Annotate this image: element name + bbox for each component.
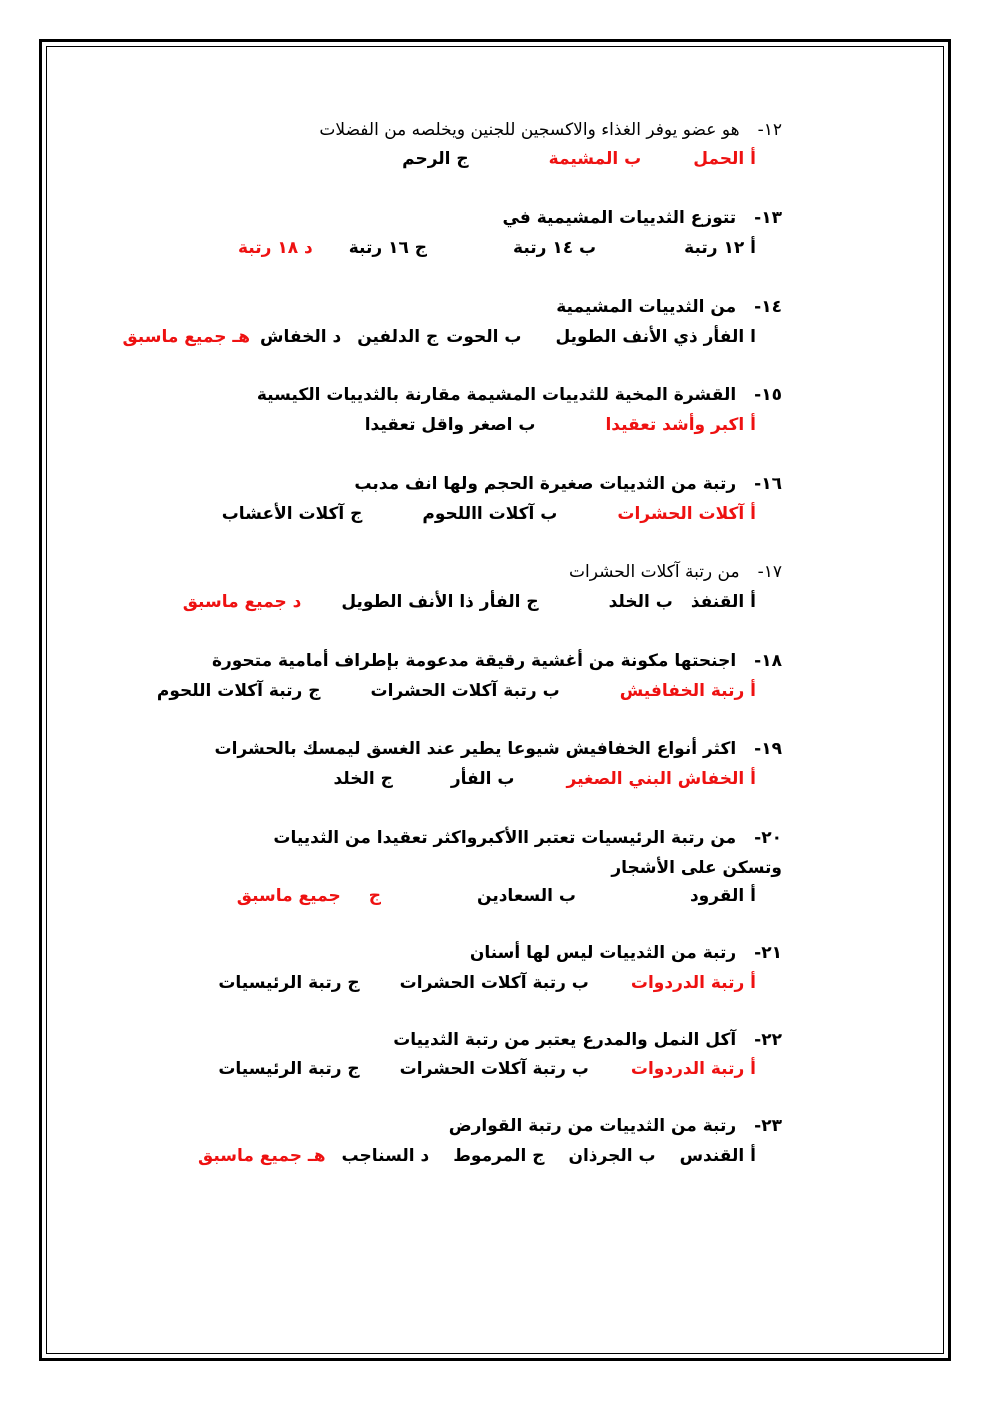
options-13 bbox=[238, 238, 756, 258]
question-22 bbox=[393, 1030, 782, 1050]
option-b: ب ١٤ رتبة bbox=[513, 238, 597, 258]
question-number: ٢٠- bbox=[754, 828, 782, 848]
option-a: أ ١٢ رتبة bbox=[684, 238, 756, 258]
option-c: ج رتبة الرئيسيات bbox=[218, 973, 360, 993]
options-23 bbox=[198, 1146, 756, 1166]
option-b: ب رتبة آكلات الحشرات bbox=[399, 973, 589, 993]
option-a: أ رتبة الدردوات bbox=[630, 1059, 756, 1079]
options-19 bbox=[333, 769, 756, 789]
option-c: ج ١٦ رتبة bbox=[348, 238, 428, 258]
question-23 bbox=[449, 1116, 782, 1136]
question-text: اكثر أنواع الخفافيش شيوعا يطير عند الغسق ليمسك بالحشرات bbox=[214, 739, 737, 759]
option-a: أ اكبر وأشد تعقيدا bbox=[605, 415, 756, 435]
option-c: ج الرحم bbox=[402, 149, 469, 169]
question-number: ١٨- bbox=[754, 651, 782, 671]
option-d: د ١٨ رتبة bbox=[237, 238, 313, 258]
option-b: ب السعادين bbox=[477, 886, 576, 906]
question-number: ٢٢- bbox=[754, 1030, 782, 1050]
question-15 bbox=[257, 385, 782, 405]
options-16 bbox=[222, 504, 756, 524]
question-14 bbox=[556, 297, 782, 317]
question-16 bbox=[354, 474, 782, 494]
question-number: ١٥- bbox=[754, 385, 782, 405]
option-d: د السناجب bbox=[341, 1146, 430, 1166]
question-text: رتبة من الثدييات من رتبة القوارض bbox=[448, 1116, 737, 1136]
option-d: د جميع ماسبق bbox=[182, 592, 302, 612]
question-number: ١٧- bbox=[757, 562, 782, 582]
option-c: ج الفأر ذا الأنف الطويل bbox=[341, 592, 539, 612]
question-21 bbox=[470, 943, 782, 963]
question-text: آكل النمل والمدرع يعتبر من رتبة الثدييات bbox=[393, 1030, 737, 1050]
option-b: ب رتبة آكلات الحشرات bbox=[370, 681, 560, 701]
question-number: ١٣- bbox=[754, 208, 782, 228]
question-text: اجنحتها مكونة من أغشية رقيقة مدعومة بإطراف أمامية متحورة bbox=[211, 651, 737, 671]
question-number: ١٩- bbox=[754, 739, 782, 759]
option-a: أ القندس bbox=[679, 1146, 756, 1166]
option-a: أ الخفاش البني الصغير bbox=[566, 769, 756, 789]
question-number: ١٦- bbox=[754, 474, 782, 494]
question-12 bbox=[319, 120, 782, 140]
question-number: ١٤- bbox=[754, 297, 782, 317]
options-15 bbox=[365, 415, 756, 435]
option-a: أ رتبة الخفافيش bbox=[619, 681, 756, 701]
option-b: ب الفأر bbox=[450, 769, 515, 789]
option-b: ب الجرذان bbox=[568, 1146, 656, 1166]
option-d: د الخفاش bbox=[260, 327, 342, 347]
option-a: أ رتبة الدردوات bbox=[630, 973, 756, 993]
question-17 bbox=[569, 562, 782, 582]
option-a: أ الحمل bbox=[693, 149, 756, 169]
option-c: ج المرموط bbox=[453, 1146, 545, 1166]
question-text: من الثدييات المشيمية bbox=[556, 297, 737, 317]
option-b: ب الخلد bbox=[608, 592, 673, 612]
question-18 bbox=[212, 651, 782, 671]
option-c-text: جميع ماسبق bbox=[236, 886, 341, 906]
question-20 bbox=[222, 823, 782, 883]
options-22 bbox=[218, 1059, 756, 1079]
question-text: من رتبة الرئيسيات تعتبر االأكبرواكثر تعقيدا من الثدييات وتسكن على الأشجار bbox=[273, 828, 782, 878]
option-b: ب آكلات االلحوم bbox=[422, 504, 558, 524]
option-c: ج رتبة الرئيسيات bbox=[218, 1059, 360, 1079]
option-c: ج رتبة آكلات اللحوم bbox=[156, 681, 321, 701]
question-text: القشرة المخية للثدييات المشيمة مقارنة بالثدييات الكيسية bbox=[256, 385, 737, 405]
question-text: رتبة من الثدييات ليس لها أسنان bbox=[469, 943, 737, 963]
options-18 bbox=[157, 681, 756, 701]
option-b: ب رتبة آكلات الحشرات bbox=[399, 1059, 589, 1079]
question-13 bbox=[502, 208, 782, 228]
options-20 bbox=[237, 886, 756, 906]
options-21 bbox=[218, 973, 756, 993]
option-e: هـ جميع ماسبق bbox=[198, 1146, 326, 1166]
option-a: أ آكلات الحشرات bbox=[617, 504, 756, 524]
option-a: أ القرود bbox=[689, 886, 756, 906]
option-c: ج الدلفين bbox=[357, 327, 439, 347]
question-text: رتبة من الثدييات صغيرة الحجم ولها انف مدبب bbox=[354, 474, 737, 494]
option-b: ب المشيمة bbox=[548, 149, 642, 169]
options-12 bbox=[402, 149, 756, 169]
option-a: ا الفأر ذي الأنف الطويل bbox=[555, 327, 756, 347]
option-e: هـ جميع ماسبق bbox=[122, 327, 250, 347]
question-19 bbox=[215, 739, 783, 759]
question-text: هو عضو يوفر الغذاء والاكسجين للجنين ويخلصه من الفضلات bbox=[319, 120, 740, 140]
option-b: ب اصغر واقل تعقيدا bbox=[364, 415, 536, 435]
question-number: ٢٣- bbox=[754, 1116, 782, 1136]
question-number: ١٢- bbox=[757, 120, 782, 140]
question-text: تتوزع الثدييات المشيمية في bbox=[502, 208, 737, 228]
question-number: ٢١- bbox=[754, 943, 782, 963]
option-c: ج bbox=[368, 886, 382, 906]
options-17 bbox=[183, 592, 756, 612]
option-c: ج آكلات الأعشاب bbox=[221, 504, 363, 524]
options-14 bbox=[122, 327, 756, 347]
option-a: أ القنفذ bbox=[690, 592, 756, 612]
option-c: ج الخلد bbox=[333, 769, 393, 789]
question-text: من رتبة آكلات الحشرات bbox=[569, 562, 740, 582]
option-b: ب الحوت bbox=[446, 327, 522, 347]
